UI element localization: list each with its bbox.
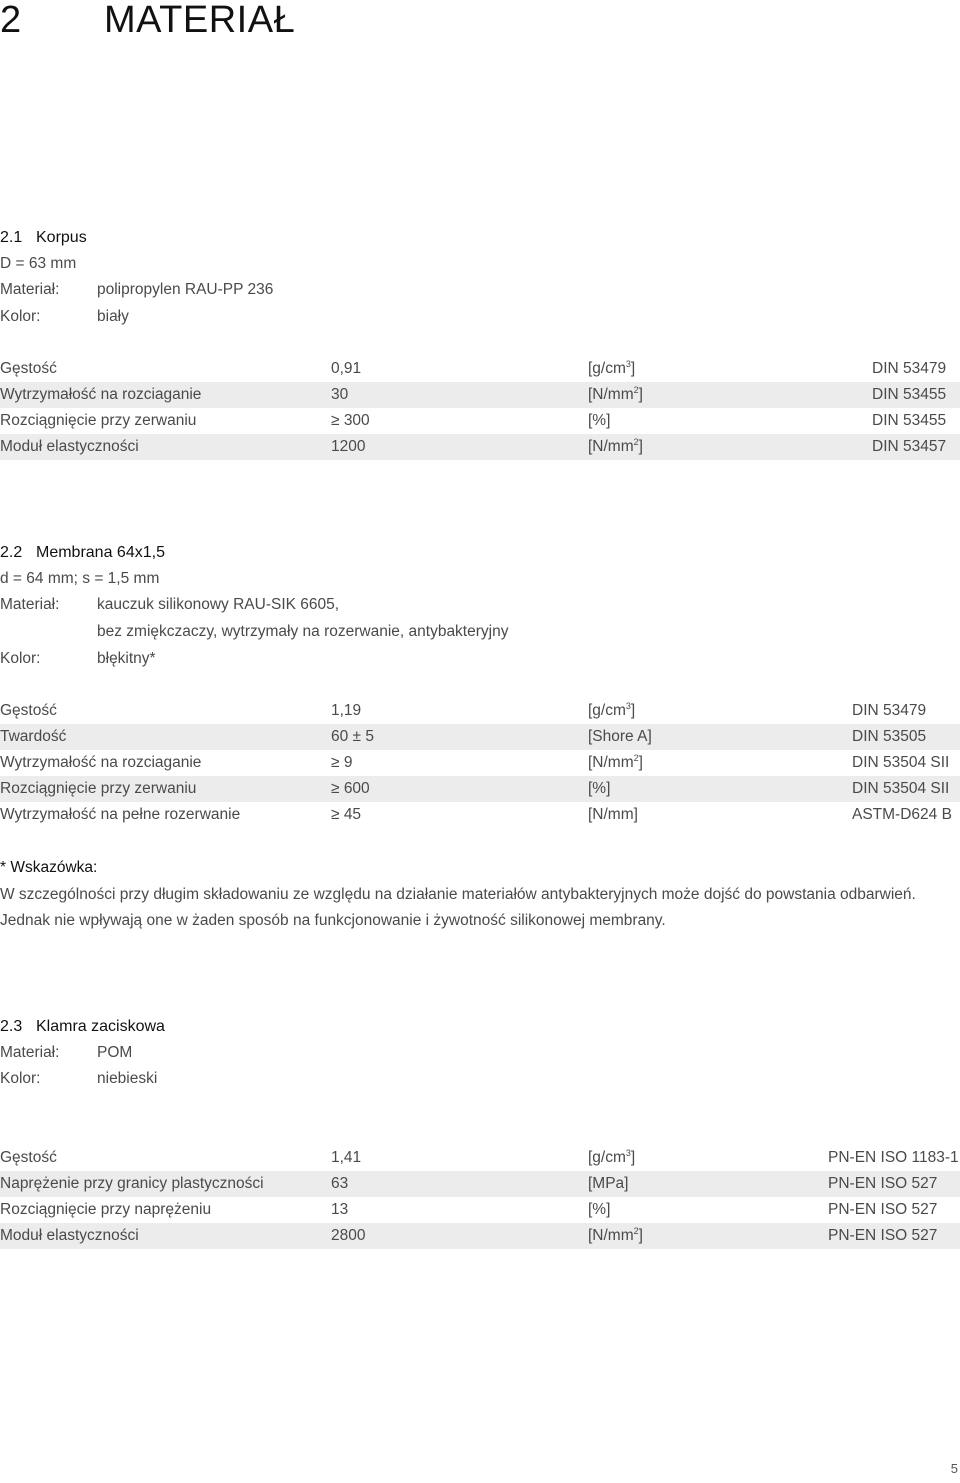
color-line [0, 307, 400, 327]
property-value: 1,19 [331, 702, 362, 719]
property-standard: DIN 53455 [872, 412, 947, 429]
property-unit: $[N/mm^2]$ [588, 437, 643, 455]
property-value: 30 [331, 386, 349, 403]
property-value: 2800 [331, 1227, 366, 1244]
material-line [0, 280, 400, 300]
note-line-1: W szczególności przy długim składowaniu ze względu na działanie materiałów antybakteryjnych może dojść do powstania odbarwień. [0, 886, 916, 903]
color-value: biały [97, 308, 129, 325]
property-name: Rozciągnięcie przy zerwaniu [0, 412, 197, 429]
property-unit: $[N/mm^2]$ [588, 1226, 643, 1244]
properties-table-korpus [0, 356, 960, 460]
note-line-2: Jednak nie wpływają one w żaden sposób na funkcjonowanie i żywotność silikonowej membrany. [0, 912, 666, 929]
color-value: błękitny* [97, 650, 156, 667]
property-value: 1,41 [331, 1149, 362, 1166]
property-name: Wytrzymałość na pełne rozerwanie [0, 806, 241, 823]
property-value: ≥ 300 [331, 412, 370, 429]
page-title [0, 0, 295, 42]
property-value: ≥ 9 [331, 754, 353, 771]
property-unit: $[N/mm^2]$ [588, 385, 643, 403]
table-row [0, 698, 960, 724]
property-standard: PN-EN ISO 527 [828, 1201, 938, 1218]
table-row [0, 408, 960, 434]
property-name: Wytrzymałość na rozciaganie [0, 754, 202, 771]
property-value: 63 [331, 1175, 349, 1192]
property-unit: $[N/mm^2]$ [588, 753, 643, 771]
table-row [0, 1145, 960, 1171]
chapter-number: 2 [0, 0, 22, 41]
table-row [0, 750, 960, 776]
section-title: Klamra zaciskowa [36, 1018, 165, 1035]
page-number: 5 [950, 1461, 958, 1476]
table-row [0, 1223, 960, 1249]
material-value: POM [97, 1044, 133, 1061]
color-label: Kolor: [0, 650, 41, 667]
property-name: Rozciągnięcie przy zerwaniu [0, 780, 197, 797]
table-row [0, 802, 960, 828]
material-label: Materiał: [0, 281, 60, 298]
section-title: Korpus [36, 229, 87, 246]
property-standard: DIN 53504 SII [852, 780, 950, 797]
property-name: Gęstość [0, 702, 57, 719]
property-standard: PN-EN ISO 527 [828, 1227, 938, 1244]
material-line-continued [0, 622, 700, 642]
material-value-continued: bez zmiękczaczy, wytrzymały na rozerwanie, antybakteryjny [97, 623, 509, 640]
property-standard: DIN 53504 SII [852, 754, 950, 771]
dimension-line: D = 63 mm [0, 255, 77, 272]
table-row [0, 382, 960, 408]
color-label: Kolor: [0, 308, 41, 325]
properties-table-klamra [0, 1145, 960, 1249]
material-value: polipropylen RAU-PP 236 [97, 281, 274, 298]
color-line [0, 649, 400, 669]
table-row [0, 1171, 960, 1197]
section-heading-membrana [0, 543, 165, 563]
dimension-line: d = 64 mm; s = 1,5 mm [0, 570, 160, 587]
section-heading-korpus [0, 228, 87, 248]
property-standard: DIN 53479 [872, 360, 947, 377]
property-unit: [Shore A] [588, 728, 652, 745]
property-value: ≥ 600 [331, 780, 370, 797]
table-row [0, 434, 960, 460]
property-unit: [%] [588, 412, 611, 429]
color-value: niebieski [97, 1070, 158, 1087]
property-standard: PN-EN ISO 1183-1 [828, 1149, 959, 1166]
property-value: 1200 [331, 438, 366, 455]
property-value: ≥ 45 [331, 806, 362, 823]
property-unit: [%] [588, 780, 611, 797]
property-unit: $[g/cm^3]$ [588, 359, 636, 377]
property-name: Gęstość [0, 1149, 57, 1166]
material-line [0, 595, 700, 615]
property-value: 60 ± 5 [331, 728, 374, 745]
material-value: kauczuk silikonowy RAU-SIK 6605, [97, 596, 340, 613]
chapter-title: MATERIAŁ [104, 0, 296, 41]
property-name: Gęstość [0, 360, 57, 377]
material-label: Materiał: [0, 596, 60, 613]
property-unit: [N/mm] [588, 806, 638, 823]
property-standard: PN-EN ISO 527 [828, 1175, 938, 1192]
property-value: 13 [331, 1201, 349, 1218]
material-line [0, 1043, 400, 1063]
properties-table-membrana [0, 698, 960, 828]
note-heading: * Wskazówka: [0, 859, 98, 876]
material-label: Materiał: [0, 1044, 60, 1061]
property-unit: $[g/cm^3]$ [588, 701, 636, 719]
property-standard: ASTM-D624 B [852, 806, 952, 823]
property-value: 0,91 [331, 360, 362, 377]
property-standard: DIN 53479 [852, 702, 927, 719]
property-name: Wytrzymałość na rozciaganie [0, 386, 202, 403]
color-line [0, 1069, 400, 1089]
property-unit: [MPa] [588, 1175, 629, 1192]
property-unit: $[g/cm^3]$ [588, 1148, 636, 1166]
section-title: Membrana 64x1,5 [36, 544, 165, 561]
property-name: Naprężenie przy granicy plastyczności [0, 1175, 264, 1192]
property-unit: [%] [588, 1201, 611, 1218]
section-number: 2.1 [0, 229, 23, 246]
section-heading-klamra [0, 1017, 165, 1037]
property-standard: DIN 53505 [852, 728, 927, 745]
property-standard: DIN 53457 [872, 438, 947, 455]
table-row [0, 1197, 960, 1223]
table-row [0, 724, 960, 750]
property-name: Twardość [0, 728, 67, 745]
property-name: Moduł elastyczności [0, 438, 139, 455]
section-number: 2.2 [0, 544, 23, 561]
table-row [0, 776, 960, 802]
color-label: Kolor: [0, 1070, 41, 1087]
property-name: Moduł elastyczności [0, 1227, 139, 1244]
property-standard: DIN 53455 [872, 386, 947, 403]
section-number: 2.3 [0, 1018, 23, 1035]
property-name: Rozciągnięcie przy naprężeniu [0, 1201, 212, 1218]
table-row [0, 356, 960, 382]
